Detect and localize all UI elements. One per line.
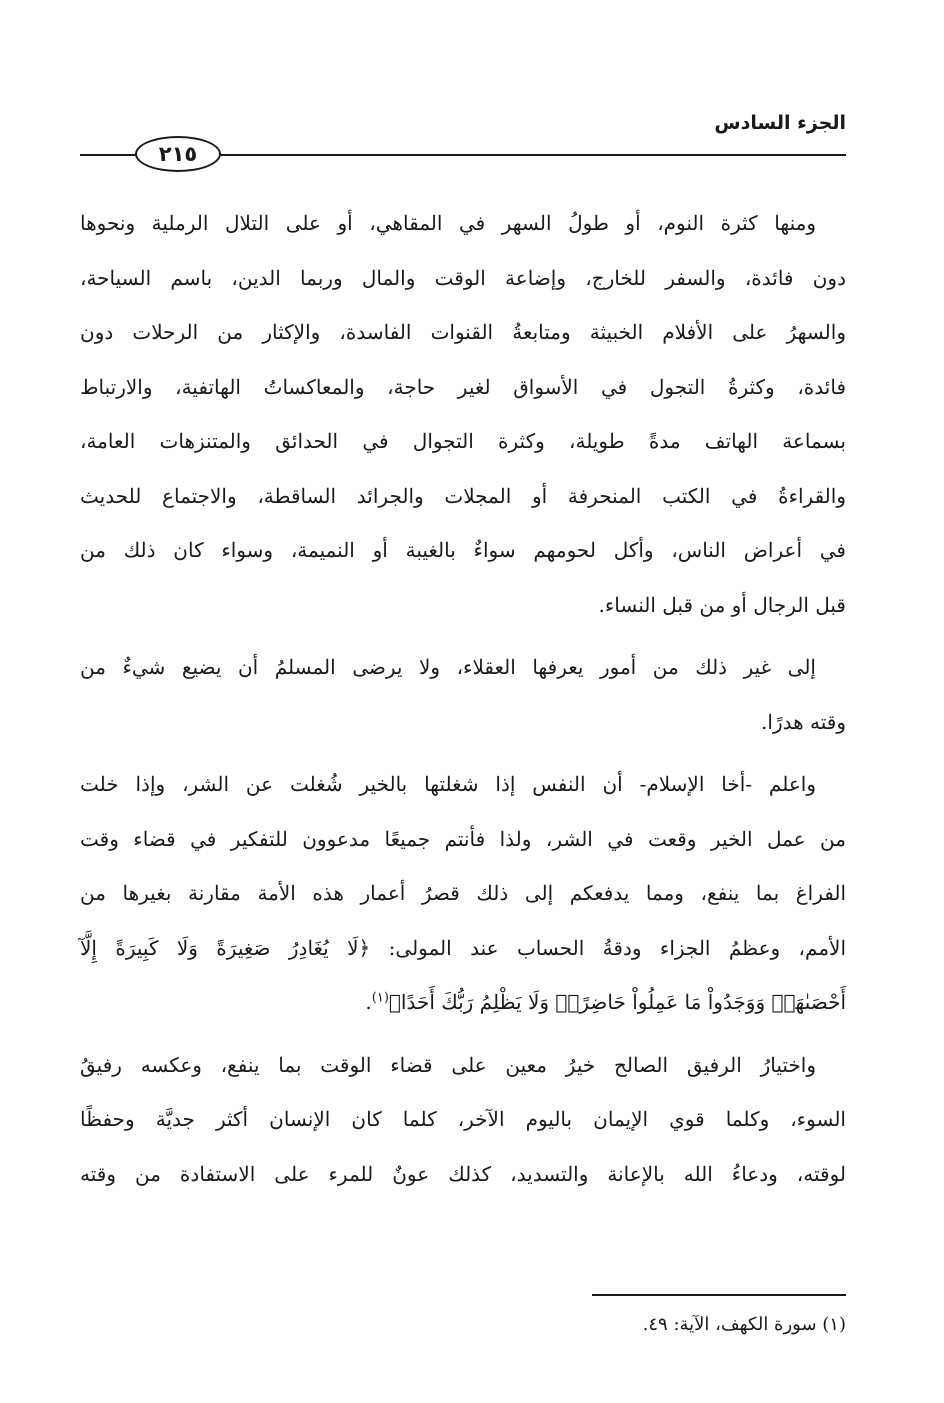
paragraph [80, 757, 846, 1030]
text-line: واعلم -أخا الإسلام- أن النفس إذا شغلتها بالخير شُغلت عن الشر، وإذا خلت [80, 772, 816, 796]
text-line: دون فائدة، والسفر للخارج، وإضاعة الوقت والمال وربما الدين، باسم السياحة، [80, 265, 846, 290]
page-number: ٢١٥ [135, 136, 221, 172]
header-rule [80, 154, 138, 156]
text-line: فائدة، وكثرةُ التجول في الأسواق لغير حاجة، والمعاكساتُ الهاتفية، والارتباط [80, 374, 846, 399]
footnote-reference[interactable]: (١) [371, 990, 389, 1006]
quran-verse: أَحْصَىٰهَاۚ وَوَجَدُواْ مَا عَمِلُواْ حَاضِرًاۗ وَلَا يَظْلِمُ رَبُّكَ أَحَدًا﴾ [388, 990, 846, 1014]
text-line: وقته هدرًا. [761, 709, 846, 734]
paragraph [80, 1038, 846, 1202]
text-line: من عمل الخير وقعت في الشر، ولذا فأنتم جميعًا مدعوون للتفكير في قضاء وقت [80, 826, 846, 851]
text-line: الفراغ بما ينفع، ومما يدفعكم إلى ذلك قصرُ أعمار هذه الأمة مقارنة بغيرها من [80, 881, 846, 905]
text-line: في أعراض الناس، وأكل لحومهم سواءٌ بالغيبة أو النميمة، وسواء كان ذلك من [80, 538, 846, 562]
running-header-title: الجزء السادس [714, 112, 846, 134]
main-text [80, 196, 846, 1201]
text-line: الأمم، وعظمُ الجزاء ودقةُ الحساب عند المولى: ﴿لَا يُغَادِرُ صَغِيرَةً وَلَا كَبِيرَةً إِلَّآ [80, 935, 846, 960]
text-line: ومنها كثرة النوم، أو طولُ السهر في المقاهي، أو على التلال الرملية ونحوها [80, 211, 816, 235]
text-line: السوء، وكلما قوي الإيمان باليوم الآخر، كلما كان الإنسان أكثر جديَّة وحفظًا [80, 1107, 846, 1131]
footnote-separator [592, 1294, 846, 1296]
text-line: قبل الرجال أو من قبل النساء. [598, 592, 846, 617]
text-line: بسماعة الهاتف مدةً طويلة، وكثرة التجوال في الحدائق والمتنزهات العامة، [80, 429, 846, 453]
header-rule [218, 154, 846, 156]
text-line [80, 975, 846, 1030]
paragraph [80, 640, 846, 749]
footnote: (١) سورة الكهف، الآية: ٤٩. [642, 1314, 846, 1335]
paragraph [80, 196, 846, 632]
text-line: إلى غير ذلك من أمور يعرفها العقلاء، ولا يرضى المسلمُ أن يضيع شيءٌ من [80, 655, 816, 679]
text-line: والسهرُ على الأفلام الخبيثة ومتابعةُ القنوات الفاسدة، والإكثار من الرحلات دون [80, 320, 846, 344]
text-line: والقراءةُ في الكتب المنحرفة أو المجلات والجرائد الساقطة، والاجتماع للحديث [80, 483, 846, 508]
sentence-end: . [365, 990, 372, 1014]
text-line: لوقته، ودعاءُ الله بالإعانة والتسديد، كذلك عونٌ للمرء على الاستفادة من وقته [80, 1161, 846, 1186]
text-line: واختيارُ الرفيق الصالح خيرُ معين على قضاء الوقت بما ينفع، وعكسه رفيقُ [80, 1052, 816, 1077]
